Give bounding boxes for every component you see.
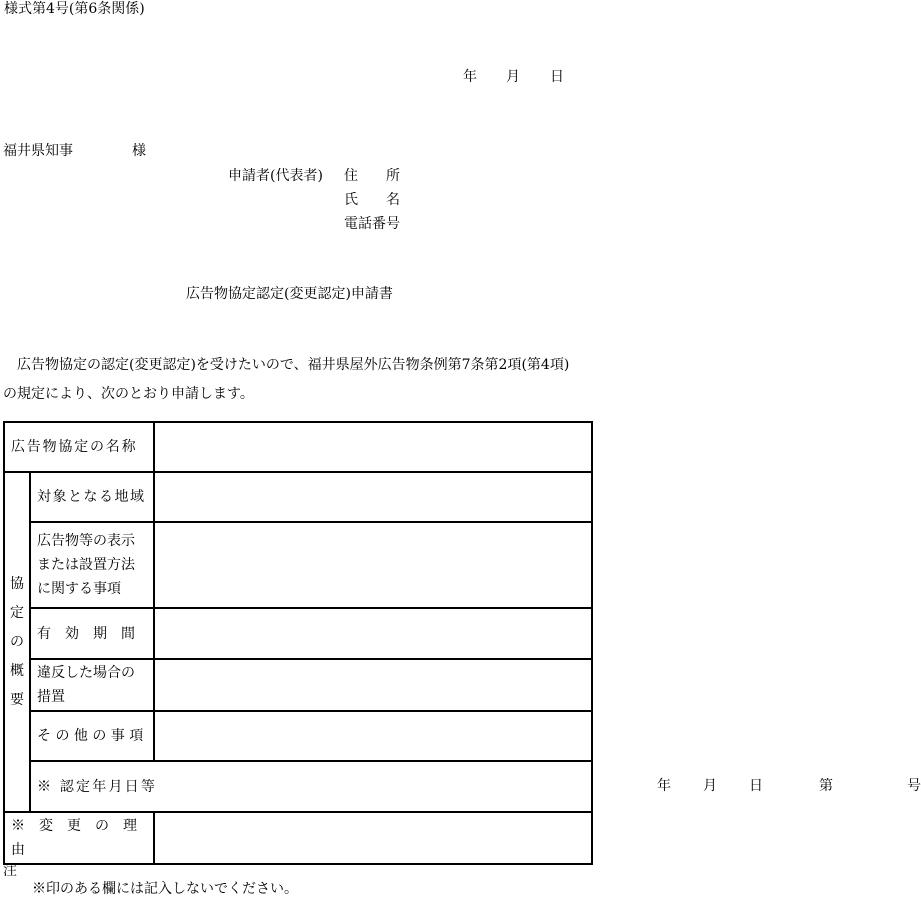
body-line-1: 広告物協定の認定(変更認定)を受けたいので、福井県屋外広告物条例第7条第2項(第4項)	[17, 357, 570, 373]
agreement-summary-group-label: 協 定 の 概 要	[4, 472, 30, 812]
valid-period-field[interactable]	[154, 608, 592, 659]
violation-measures-field[interactable]	[154, 659, 592, 711]
body-line-2: の規定により、次のとおり申請します。	[3, 386, 254, 402]
change-reason-field[interactable]	[154, 812, 592, 864]
date-month-label: 月	[506, 69, 520, 85]
approval-month-label: 月	[703, 778, 717, 794]
other-matters-field[interactable]	[154, 711, 592, 761]
target-area-label: 対象となる地域	[30, 472, 154, 522]
date-year-label: 年	[463, 69, 477, 85]
valid-period-label: 有 効 期 間	[30, 608, 154, 659]
approval-date-label: ※ 認定年月日等	[30, 761, 592, 812]
addressee: 福井県知事	[3, 143, 73, 159]
application-table	[3, 421, 921, 865]
target-area-field[interactable]	[154, 472, 592, 522]
approval-year-label: 年	[657, 778, 671, 794]
change-reason-label: ※ 変 更 の 理 由	[4, 812, 154, 864]
honorific: 様	[132, 143, 146, 159]
agreement-name-field[interactable]	[154, 422, 592, 472]
notes-heading: 注	[3, 863, 17, 879]
agreement-name-label: 広告物協定の名称	[4, 422, 154, 472]
display-method-label: 広告物等の表示 または設置方法 に関する事項	[30, 522, 154, 608]
note-1: ※印のある欄には記入しないでください。	[32, 881, 298, 897]
address-label: 住 所	[344, 168, 400, 184]
applicant-label: 申請者(代表者)	[228, 168, 323, 184]
other-matters-label: そ の 他 の 事 項	[30, 711, 154, 761]
phone-label: 電話番号	[344, 216, 400, 232]
date-day-label: 日	[550, 69, 564, 85]
display-method-field[interactable]	[154, 522, 592, 608]
form-number: 様式第4号(第6条関係)	[4, 1, 145, 17]
approval-number-prefix: 第	[819, 778, 833, 794]
approval-number-suffix: 号	[907, 778, 921, 794]
name-label: 氏 名	[344, 192, 400, 208]
document-title: 広告物協定認定(変更認定)申請書	[186, 286, 393, 302]
approval-day-label: 日	[749, 778, 763, 794]
violation-measures-label: 違反した場合の 措置	[30, 659, 154, 711]
